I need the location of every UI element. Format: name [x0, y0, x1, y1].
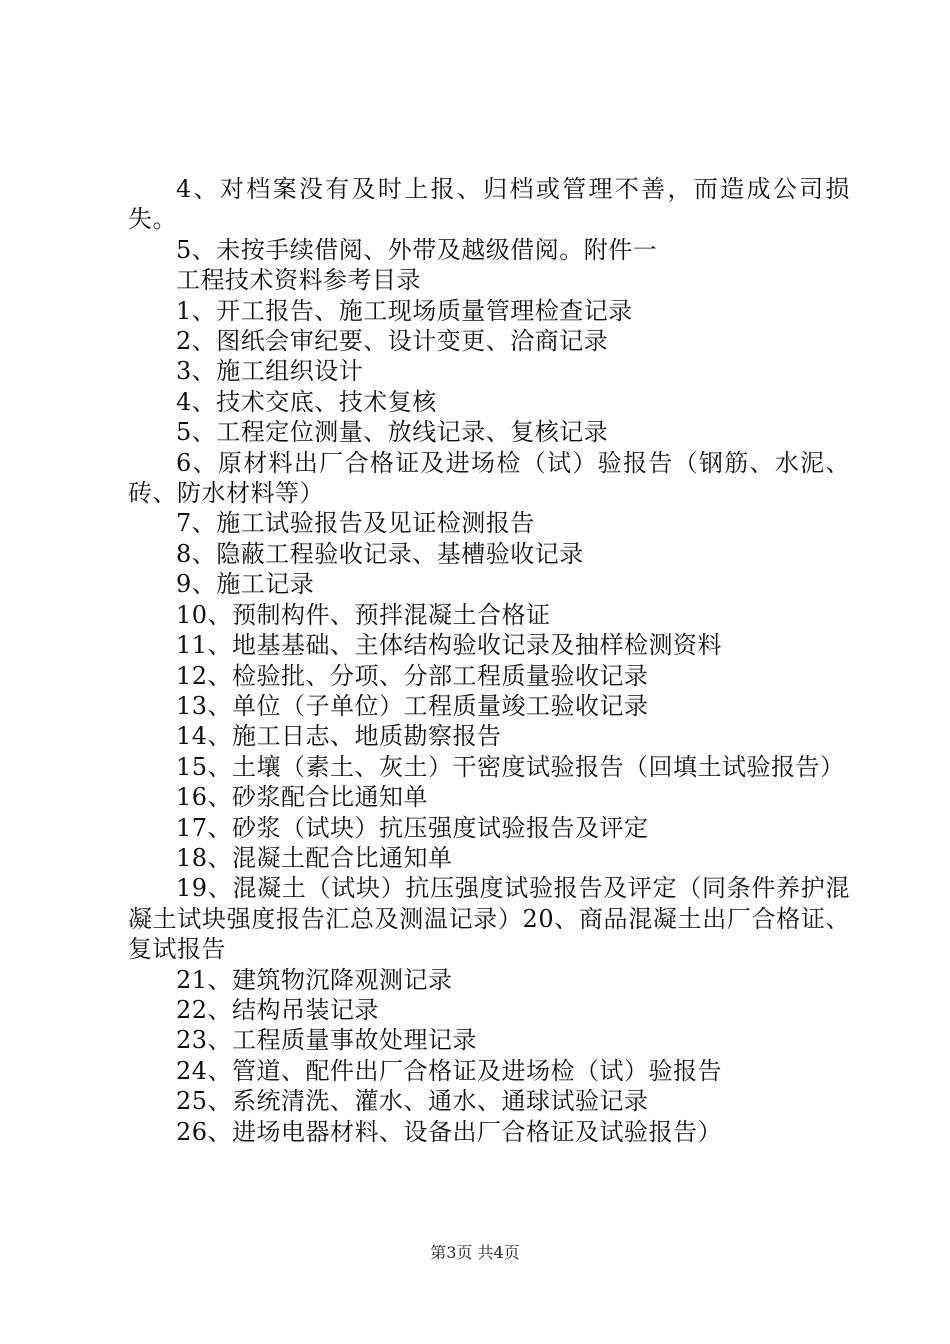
catalog-title: 工程技术资料参考目录 [176, 266, 421, 295]
list-item: 3、施工组织设计 [176, 357, 364, 386]
list-item: 12、检验批、分项、分部工程质量验收记录 [176, 661, 649, 690]
paragraph-1: 4、对档案没有及时上报、归档或管理不善，而造成公司损失。 [128, 175, 850, 234]
list-item: 7、施工试验报告及见证检测报告 [176, 509, 535, 538]
list-item: 2、图纸会审纪要、设计变更、洽商记录 [176, 327, 609, 356]
page-footer: 第3页 共4页 [430, 1243, 520, 1262]
list-item: 19、混凝土（试块）抗压强度试验报告及评定（同条件养护混凝土试块强度报告汇总及测温记录）20、商品混凝土出厂合格证、复试报告 [128, 874, 850, 964]
list-item: 24、管道、配件出厂合格证及进场检（试）验报告 [176, 1056, 723, 1085]
list-item: 6、原材料出厂合格证及进场检（试）验报告（钢筋、水泥、砖、防水材料等） [128, 448, 850, 508]
list-item: 4、技术交底、技术复核 [176, 387, 437, 416]
list-item: 23、工程质量事故处理记录 [176, 1026, 478, 1055]
list-item: 5、工程定位测量、放线记录、复核记录 [176, 418, 609, 447]
list-item: 8、隐蔽工程验收记录、基槽验收记录 [176, 539, 584, 568]
list-item: 25、系统清洗、灌水、通水、通球试验记录 [176, 1087, 649, 1116]
list-item: 15、土壤（素土、灰土）干密度试验报告（回填土试验报告） [176, 752, 845, 781]
document-body [128, 174, 850, 1147]
list-item: 16、砂浆配合比通知单 [176, 783, 429, 812]
list-item: 1、开工报告、施工现场质量管理检查记录 [176, 296, 633, 325]
list-item: 22、结构吊装记录 [176, 995, 380, 1024]
paragraph-2: 5、未按手续借阅、外带及越级借阅。附件一 [176, 235, 658, 264]
list-item: 10、预制构件、预拌混凝土合格证 [176, 600, 551, 629]
list-item: 18、混凝土配合比通知单 [176, 843, 453, 872]
list-item: 21、建筑物沉降观测记录 [176, 965, 453, 994]
list-item: 17、砂浆（试块）抗压强度试验报告及评定 [176, 813, 649, 842]
list-item: 11、地基基础、主体结构验收记录及抽样检测资料 [176, 631, 723, 660]
list-item: 9、施工记录 [176, 570, 315, 599]
list-item: 14、施工日志、地质勘察报告 [176, 722, 502, 751]
list-item: 26、进场电器材料、设备出厂合格证及试验报告） [176, 1117, 723, 1146]
list-item: 13、单位（子单位）工程质量竣工验收记录 [176, 691, 649, 720]
